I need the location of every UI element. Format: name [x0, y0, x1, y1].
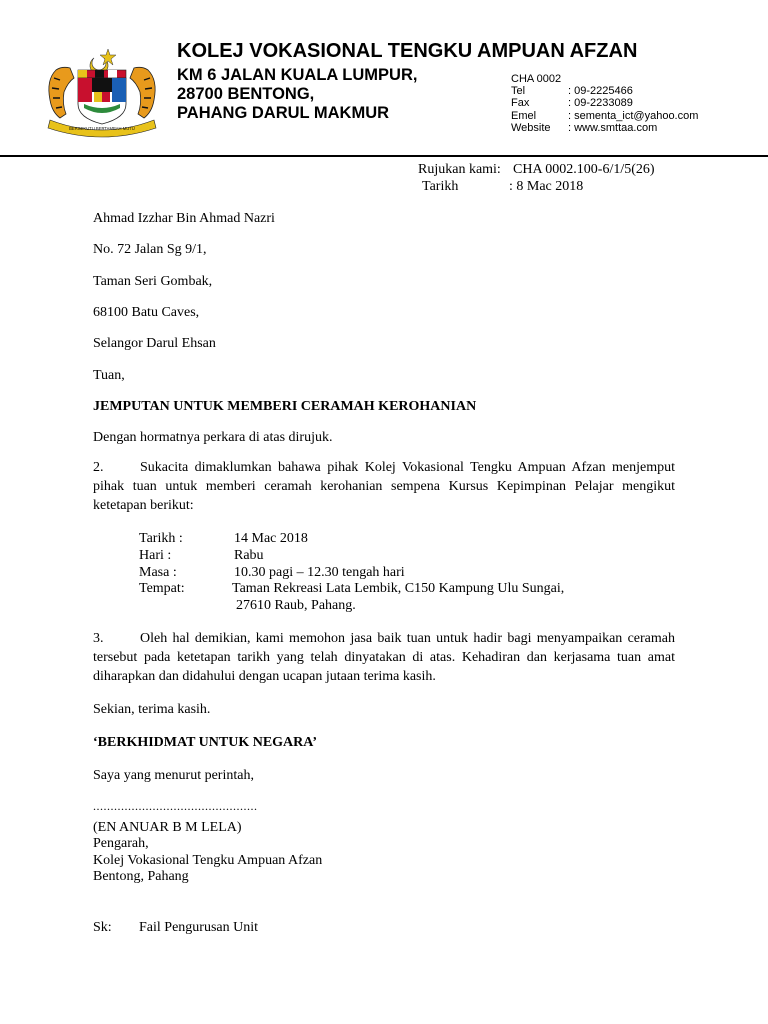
malaysia-coat-of-arms-logo	[38, 46, 166, 138]
recipient-name: Ahmad Izzhar Bin Ahmad Nazri	[93, 211, 275, 226]
svg-text:BERSEKUTU BERTAMBAH MUTU: BERSEKUTU BERTAMBAH MUTU	[69, 126, 135, 131]
detail-time-label: Masa :	[139, 565, 177, 580]
signatory-location: Bentong, Pahang	[93, 869, 189, 884]
detail-day-label: Hari :	[139, 548, 172, 563]
email-label: Emel	[511, 110, 537, 122]
date-value: : 8 Mac 2018	[509, 179, 584, 194]
tel-value: : 09-2225466	[568, 85, 633, 97]
reference-number: CHA 0002.100-6/1/5(26)	[513, 162, 655, 177]
recipient-address-line-2: Taman Seri Gombak,	[93, 274, 213, 289]
detail-venue-label: Tempat:	[139, 581, 185, 596]
recipient-address-line-1: No. 72 Jalan Sg 9/1,	[93, 242, 207, 257]
motto: ‘BERKHIDMAT UNTUK NEGARA’	[93, 735, 318, 750]
fax-value: : 09-2233089	[568, 97, 633, 109]
address-line-1: KM 6 JALAN KUALA LUMPUR,	[177, 66, 418, 84]
address-line-3: PAHANG DARUL MAKMUR	[177, 104, 390, 122]
address-line-2: 28700 BENTONG,	[177, 85, 315, 103]
paragraph-2	[93, 458, 675, 515]
paragraph-2-number: 2.	[93, 460, 104, 475]
detail-date-value: 14 Mac 2018	[234, 531, 308, 546]
signature-line: ...............................................	[93, 799, 258, 813]
date-label: Tarikh	[422, 179, 459, 194]
website-value: : www.smttaa.com	[568, 122, 658, 134]
detail-date-label: Tarikh :	[139, 531, 183, 546]
paragraph-3	[93, 629, 675, 686]
detail-venue-value: Taman Rekreasi Lata Lembik, C150 Kampung Ulu Sungai,	[232, 581, 565, 596]
fax-label: Fax	[511, 97, 530, 109]
cc-value: Fail Pengurusan Unit	[139, 920, 258, 935]
recipient-address-line-3: 68100 Batu Caves,	[93, 305, 200, 320]
signatory-name: (EN ANUAR B M LELA)	[93, 820, 242, 835]
signatory-title: Pengarah,	[93, 836, 149, 851]
paragraph-3-text: Oleh hal demikian, kami memohon jasa baik tuan untuk hadir bagi menyampaikan ceramah tersebut pada ketetapan tarikh yang telah dinyatakan di atas. Kehadiran dan kerjasama tuan amat diharapkan dan didahului dengan ucapan jutaan terima kasih.	[93, 631, 675, 684]
website-label: Website	[511, 122, 551, 134]
closing-line: Sekian, terima kasih.	[93, 702, 211, 717]
cc-label: Sk:	[93, 920, 112, 935]
contact-code: CHA 0002	[511, 73, 562, 85]
letter-subject: JEMPUTAN UNTUK MEMBERI CERAMAH KEROHANIAN	[93, 399, 477, 414]
reference-label: Rujukan kami:	[418, 162, 501, 177]
recipient-address-line-4: Selangor Darul Ehsan	[93, 336, 216, 351]
header-divider	[0, 155, 768, 157]
school-name: KOLEJ VOKASIONAL TENGKU AMPUAN AFZAN	[177, 40, 638, 62]
paragraph-3-number: 3.	[93, 631, 104, 646]
sign-off: Saya yang menurut perintah,	[93, 768, 254, 783]
email-value: : sementa_ict@yahoo.com	[568, 110, 699, 122]
signatory-organization: Kolej Vokasional Tengku Ampuan Afzan	[93, 853, 323, 868]
detail-time-value: 10.30 pagi – 12.30 tengah hari	[234, 565, 405, 580]
paragraph-2-text: Sukacita dimaklumkan bahawa pihak Kolej Vokasional Tengku Ampuan Afzan menjemput pihak tuan untuk memberi ceramah kerohanian sempena Kursus Kepimpinan Pelajar mengikut ketetapan berikut:	[93, 460, 675, 513]
salutation: Tuan,	[93, 368, 125, 383]
opening-line: Dengan hormatnya perkara di atas dirujuk.	[93, 430, 333, 445]
detail-venue-cont: 27610 Raub, Pahang.	[236, 598, 356, 613]
detail-day-value: Rabu	[234, 548, 264, 563]
tel-label: Tel	[511, 85, 526, 97]
